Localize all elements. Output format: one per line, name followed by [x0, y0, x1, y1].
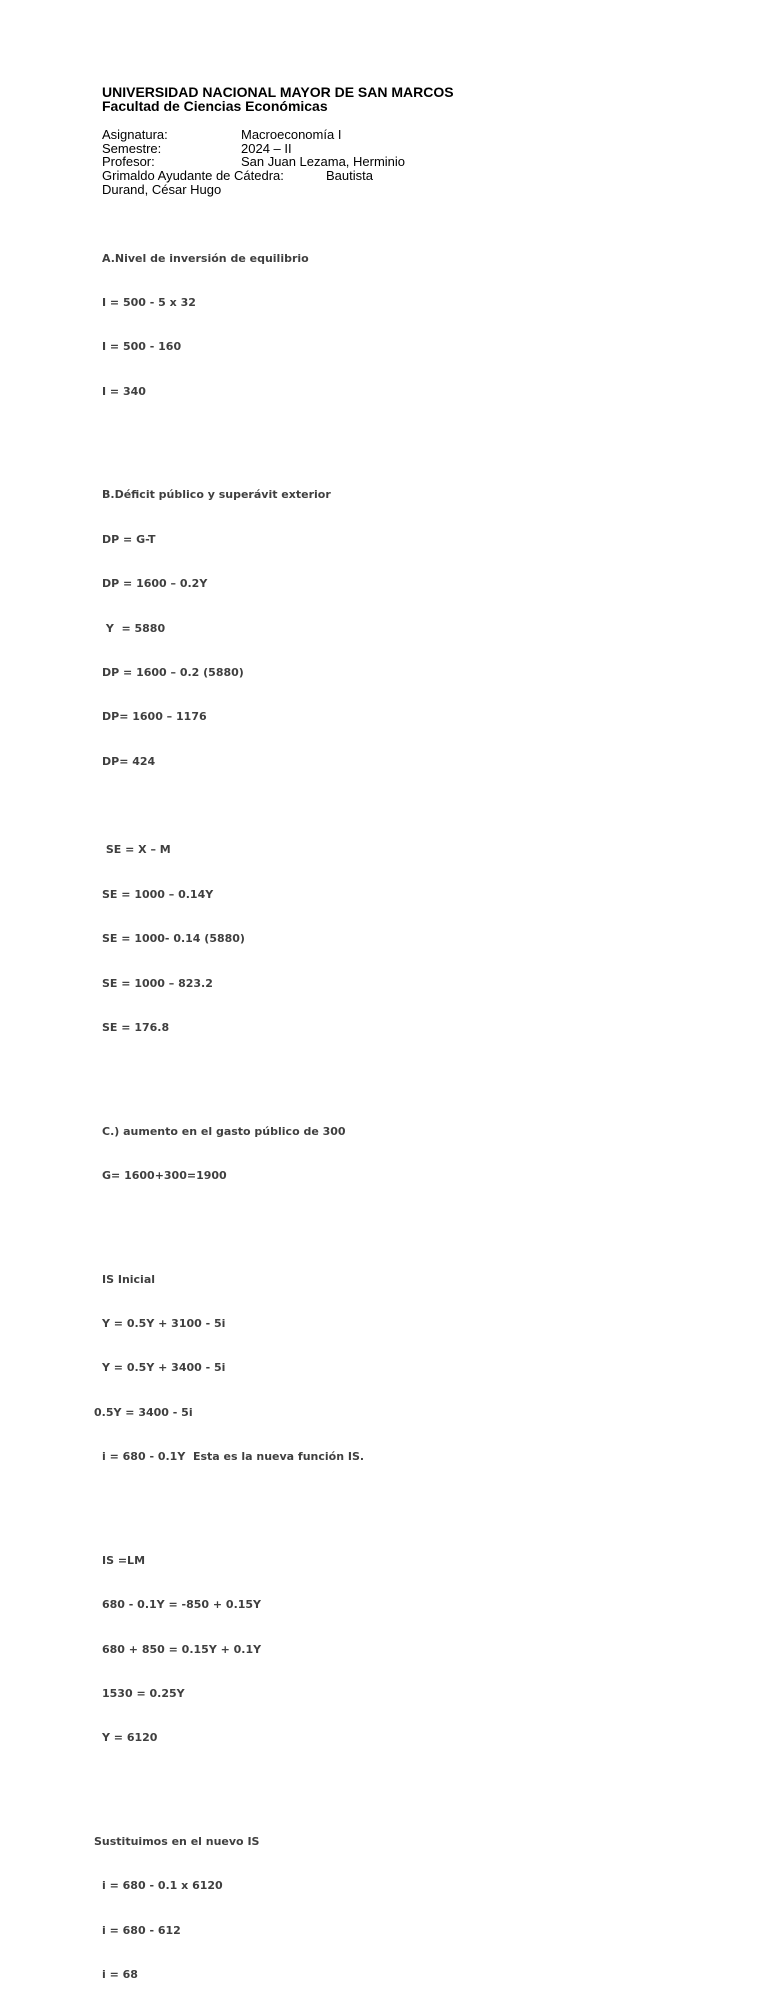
- asignatura-value: Macroeconomía I: [241, 127, 342, 142]
- spacer: [102, 1065, 364, 1080]
- profesor-label: Profesor:: [102, 154, 155, 170]
- equation-line: SE = 1000 – 823.2: [102, 976, 213, 990]
- equation-line: SE = 176.8: [102, 1021, 170, 1035]
- equation-line: i = 680 - 0.1 x 6120: [102, 1879, 223, 1893]
- section-b-title: B.Déficit público y superávit exterior: [102, 488, 331, 502]
- ayudante-value: Bautista: [326, 168, 373, 184]
- equation-line: I = 500 - 5 x 32: [102, 295, 196, 309]
- equation-line: Y = 0.5Y + 3100 - 5i: [102, 1316, 226, 1330]
- info-row-asignatura: [102, 128, 462, 142]
- sustituimos-title: Sustituimos en el nuevo IS: [94, 1834, 260, 1848]
- equation-line: G= 1600+300=1900: [102, 1169, 227, 1182]
- asignatura-label: Asignatura:: [102, 127, 168, 142]
- equation-line: DP= 424: [102, 754, 156, 768]
- equation-line: i = 68: [102, 1968, 138, 1982]
- equation-line: SE = 1000 – 0.14Y: [102, 887, 214, 901]
- is-inicial-title: IS Inicial: [102, 1272, 156, 1286]
- faculty-name: Facultad de Ciencias Económicas: [102, 98, 328, 114]
- equation-line: DP = 1600 – 0.2Y: [102, 577, 208, 591]
- equation-line: i = 680 - 612: [102, 1923, 181, 1937]
- spacer: [102, 429, 364, 444]
- university-name: UNIVERSIDAD NACIONAL MAYOR DE SAN MARCOS: [102, 84, 454, 100]
- equation-line: Y = 0.5Y + 3400 - 5i: [102, 1361, 226, 1375]
- section-c-title: C.) aumento en el gasto público de 300: [102, 1124, 346, 1138]
- equation-line: 680 + 850 = 0.15Y + 0.1Y: [102, 1642, 262, 1656]
- spacer: [102, 1776, 364, 1791]
- equation-line: 680 - 0.1Y = -850 + 0.15Y: [102, 1598, 262, 1612]
- profesor-value: San Juan Lezama, Herminio: [241, 154, 406, 170]
- info-row-profesor: [102, 155, 462, 169]
- section-a-title: A.Nivel de inversión de equilibrio: [102, 251, 309, 265]
- ayudante-name-continued: Durand, César Hugo: [102, 181, 222, 197]
- equation-line: SE = 1000- 0.14 (5880): [102, 932, 245, 946]
- equation-line: Y = 5880: [102, 621, 166, 635]
- equation-line: I = 500 - 160: [102, 340, 182, 354]
- equation-line: SE = X – M: [102, 843, 171, 857]
- equation-line-outdented: 0.5Y = 3400 - 5i: [94, 1405, 193, 1419]
- equation-line: I = 340: [102, 384, 146, 398]
- semestre-value: 2024 – II: [241, 140, 292, 156]
- spacer: [102, 1213, 364, 1228]
- equation-line: DP = 1600 – 0.2 (5880): [102, 665, 244, 679]
- course-info: [102, 128, 462, 196]
- is-lm-title: IS =LM: [102, 1553, 146, 1567]
- equation-line: DP = G-T: [102, 532, 156, 546]
- ayudante-label: Grimaldo Ayudante de Cátedra:: [102, 168, 284, 184]
- spacer: [102, 799, 364, 814]
- document-header: [102, 85, 502, 114]
- exercise-solution: [94, 222, 365, 2012]
- spacer: [102, 1495, 364, 1510]
- equation-line: DP= 1600 – 1176: [102, 710, 207, 724]
- equation-line: 1530 = 0.25Y: [102, 1686, 185, 1700]
- equation-line: Y = 6120: [102, 1731, 158, 1745]
- is-function-result: i = 680 - 0.1Y Esta es la nueva función IS.: [102, 1450, 365, 1464]
- semestre-label: Semestre:: [102, 140, 162, 156]
- info-row-semestre: [102, 142, 462, 156]
- info-row-ayudante: [102, 169, 462, 183]
